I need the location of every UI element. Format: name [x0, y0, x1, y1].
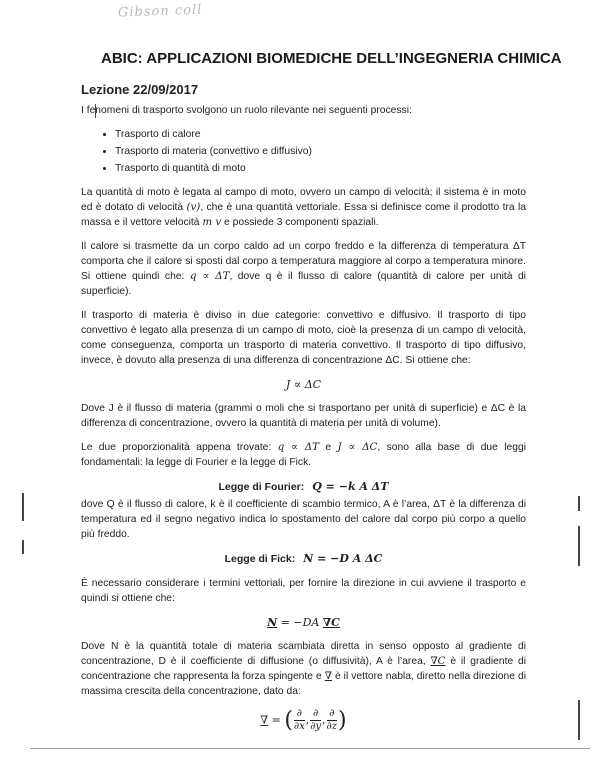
- document-title: ABIC: APPLICAZIONI BIOMEDICHE DELL’INGEGNERIA CHIMICA: [101, 50, 562, 67]
- margin-mark: [578, 526, 580, 566]
- momentum-symbol: m v: [202, 216, 222, 228]
- fick-law-equation: N = −D A ΔC: [303, 552, 383, 565]
- fick-law: [81, 551, 526, 567]
- fourier-law-equation: Q = −k A ΔT: [312, 480, 389, 493]
- document-body: [81, 103, 526, 733]
- flux-definition-paragraph: Dove J è il flusso di materia (grammi o moli che si trasportano per unità di superficie) e ΔC è la differenza di concentrazione, ovvero la quantità di materia per unità di volume).: [81, 403, 526, 429]
- fick-law-label: Legge di Fick:: [224, 553, 296, 565]
- list-item: • Trasporto di calore: [115, 127, 526, 142]
- process-list: [81, 127, 526, 176]
- scan-edge-line: [30, 748, 590, 749]
- heat-paragraph: Il calore si trasmette da un corpo caldo ad un corpo freddo e la differenza di temperatura ΔT comporta che il calore si sposti dal corpo a temperatura maggiore al corpo a temperatura minore. Si ottiene quindi che: q ∝ ΔT, dove q è il flusso di calore (quantità di calore per unità di superficie).: [81, 241, 526, 297]
- margin-mark: [578, 496, 580, 511]
- margin-mark: [22, 540, 24, 554]
- vector-terms-paragraph: È necessario considerare i termini vettoriali, per fornire la direzione in cui avviene il trasporto e quindi si ottiene che:: [81, 578, 526, 604]
- velocity-symbol: (v): [186, 201, 201, 213]
- fourier-law: [81, 479, 526, 495]
- margin-mark: [22, 493, 24, 521]
- gradient-paragraph: Dove N è la quantità totale di materia scambiata diretta in senso opposto al gradiente di concentrazione, D è il coefficiente di diffusione (o diffusività), A è l’area, ∇C è il gradiente di concentrazione che rappresenta la forza spingente e ∇ è il vettore nabla, diretto nella direzione di massima crescita della concentrazione, dato da:: [81, 641, 526, 697]
- handwritten-note: Gibson coll: [117, 2, 203, 21]
- nabla-definition: ∇ = ( $\frac{\partial}{\partial x}$ , $\frac{\partial}{\partial y}$ , $\frac{\partial}{\partial z}$ ): [260, 708, 347, 733]
- fourier-law-label: Legge di Fourier:: [218, 481, 305, 493]
- list-item: • Trasporto di materia (convettivo e diffusivo): [115, 144, 526, 159]
- heat-proportionality: q ∝ ΔT: [189, 270, 230, 282]
- list-item: • Trasporto di quantità di moto: [115, 161, 526, 176]
- fourier-explanation-paragraph: dove Q è il flusso di calore, k è il coefficiente di scambio termico, A è l’area, ΔT è la differenza di temperatura ed il segno negativo indica lo spostamento del calore dal corpo più corpo a quello più freddo.: [81, 499, 526, 540]
- momentum-paragraph: La quantità di moto è legata al campo di moto, ovvero un campo di velocità; il sistema è in moto ed è dotato di velocità (v), che è una quantità vettoriale. Essa si definisce come il prodotto tra la massa e il vettore velocità m v e possiede 3 componenti spaziali.: [81, 187, 526, 228]
- vector-fick-equation: N = −DA ∇C: [267, 616, 340, 629]
- lesson-date: Lezione 22/09/2017: [81, 82, 199, 97]
- laws-intro-paragraph: Le due proporzionalità appena trovate: q ∝ ΔT e J ∝ ΔC, sono alla base di due leggi fondamentali: la legge di Fourier e la legge di Fick.: [81, 441, 526, 468]
- intro-paragraph: I fenomeni di trasporto svolgono un ruolo rilevante nei seguenti processi:: [81, 105, 412, 116]
- margin-mark: [578, 700, 580, 740]
- mass-proportionality-equation: J ∝ ΔC: [285, 378, 322, 391]
- mass-transport-paragraph: Il trasporto di materia è diviso in due categorie: convettivo e diffusivo. Il trasporto di tipo convettivo è legato alla presenza di un campo di moto, cioè la presenza di un campo di velocità, come conseguenza, comporta un trasporto di materia convettivo. Il trasporto di tipo diffusivo, invece, è dovuto alla presenza di una differenza di concentrazione ΔC. Si ottiene che:: [81, 310, 526, 366]
